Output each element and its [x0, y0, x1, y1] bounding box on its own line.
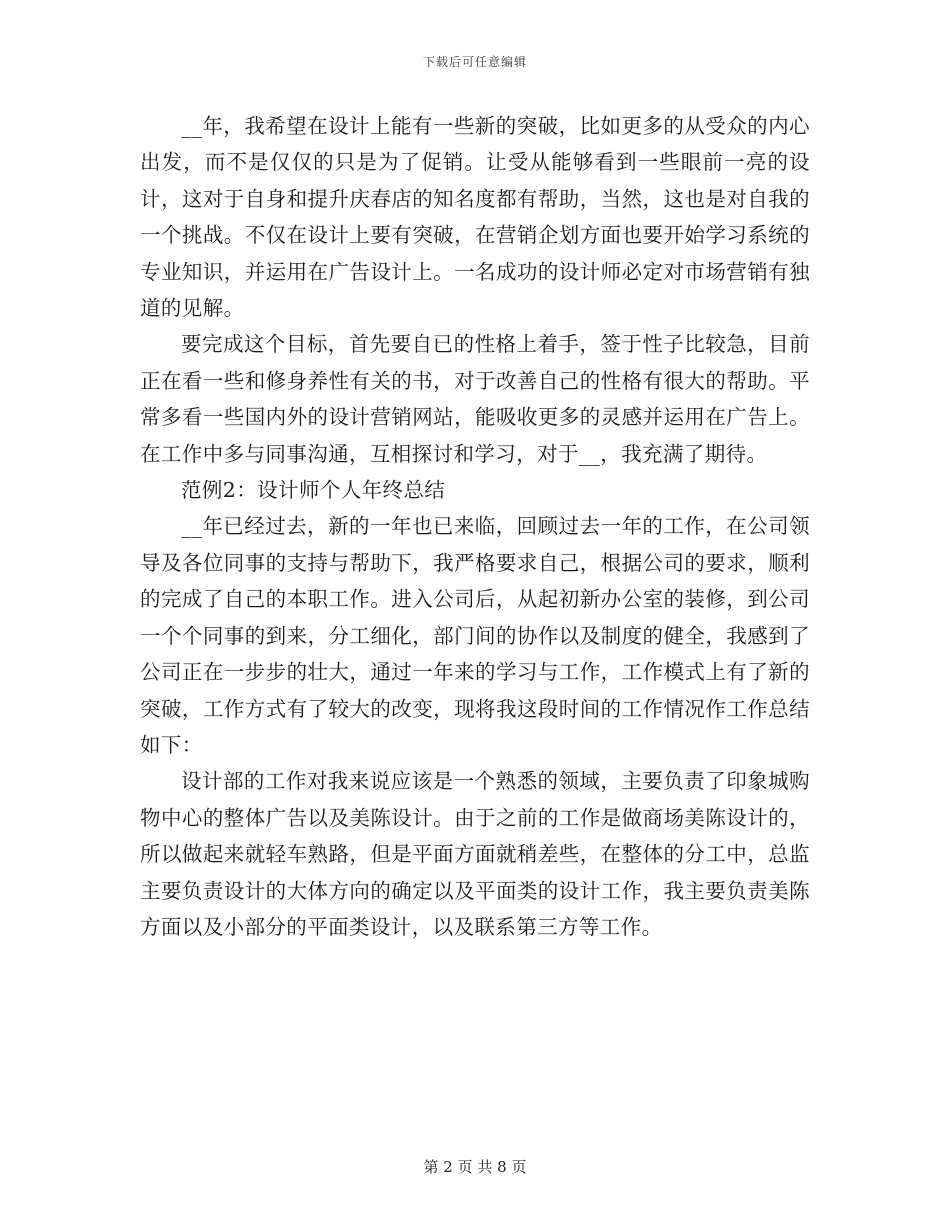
section-heading: 范例2：设计师个人年终总结	[181, 478, 446, 503]
page-header: 下载后可任意编辑	[422, 55, 527, 69]
document-body	[140, 108, 810, 945]
paragraph-goals: __年，我希望在设计上能有一些新的突破，比如更多的从受众的内心出发，而不是仅仅的只是为了促销。让受从能够看到一些眼前一亮的设计，这对于自身和提升庆春店的知名度都有帮助，当然，这也是对自我的一个挑战。不仅在设计上要有突破，在营销企划方面也要开始学习系统的专业知识，并运用在广告设计上。一名成功的设计师必定对市场营销有独道的见解。	[140, 114, 810, 321]
page-number: 第 2 页 共 8 页	[423, 1158, 527, 1176]
paragraph-responsibilities: 设计部的工作对我来说应该是一个熟悉的领域，主要负责了印象城购物中心的整体广告以及美陈设计。由于之前的工作是做商场美陈设计的，所以做起来就轻车熟路，但是平面方面就稍差些，在整体的分工中，总监主要负责设计的大体方向的确定以及平面类的设计工作，我主要负责美陈方面以及小部分的平面类设计，以及联系第三方等工作。	[140, 769, 810, 939]
paragraph-plan: 要完成这个目标，首先要自已的性格上着手，签于性子比较急，目前正在看一些和修身养性有关的书，对于改善自己的性格有很大的帮助。平常多看一些国内外的设计营销网站，能吸收更多的灵感并运用在广告上。在工作中多与同事沟通，互相探讨和学习，对于__，我充满了期待。	[140, 332, 810, 466]
paragraph-review: __年已经过去，新的一年也已来临，回顾过去一年的工作，在公司领导及各位同事的支持与帮助下，我严格要求自己，根据公司的要求，顺利的完成了自己的本职工作。进入公司后，从起初新办公室的装修，到公司一个个同事的到来，分工细化，部门间的协作以及制度的健全，我感到了公司正在一步步的壮大，通过一年来的学习与工作，工作模式上有了新的突破，工作方式有了较大的改变，现将我这段时间的工作情况作工作总结如下：	[140, 514, 810, 757]
